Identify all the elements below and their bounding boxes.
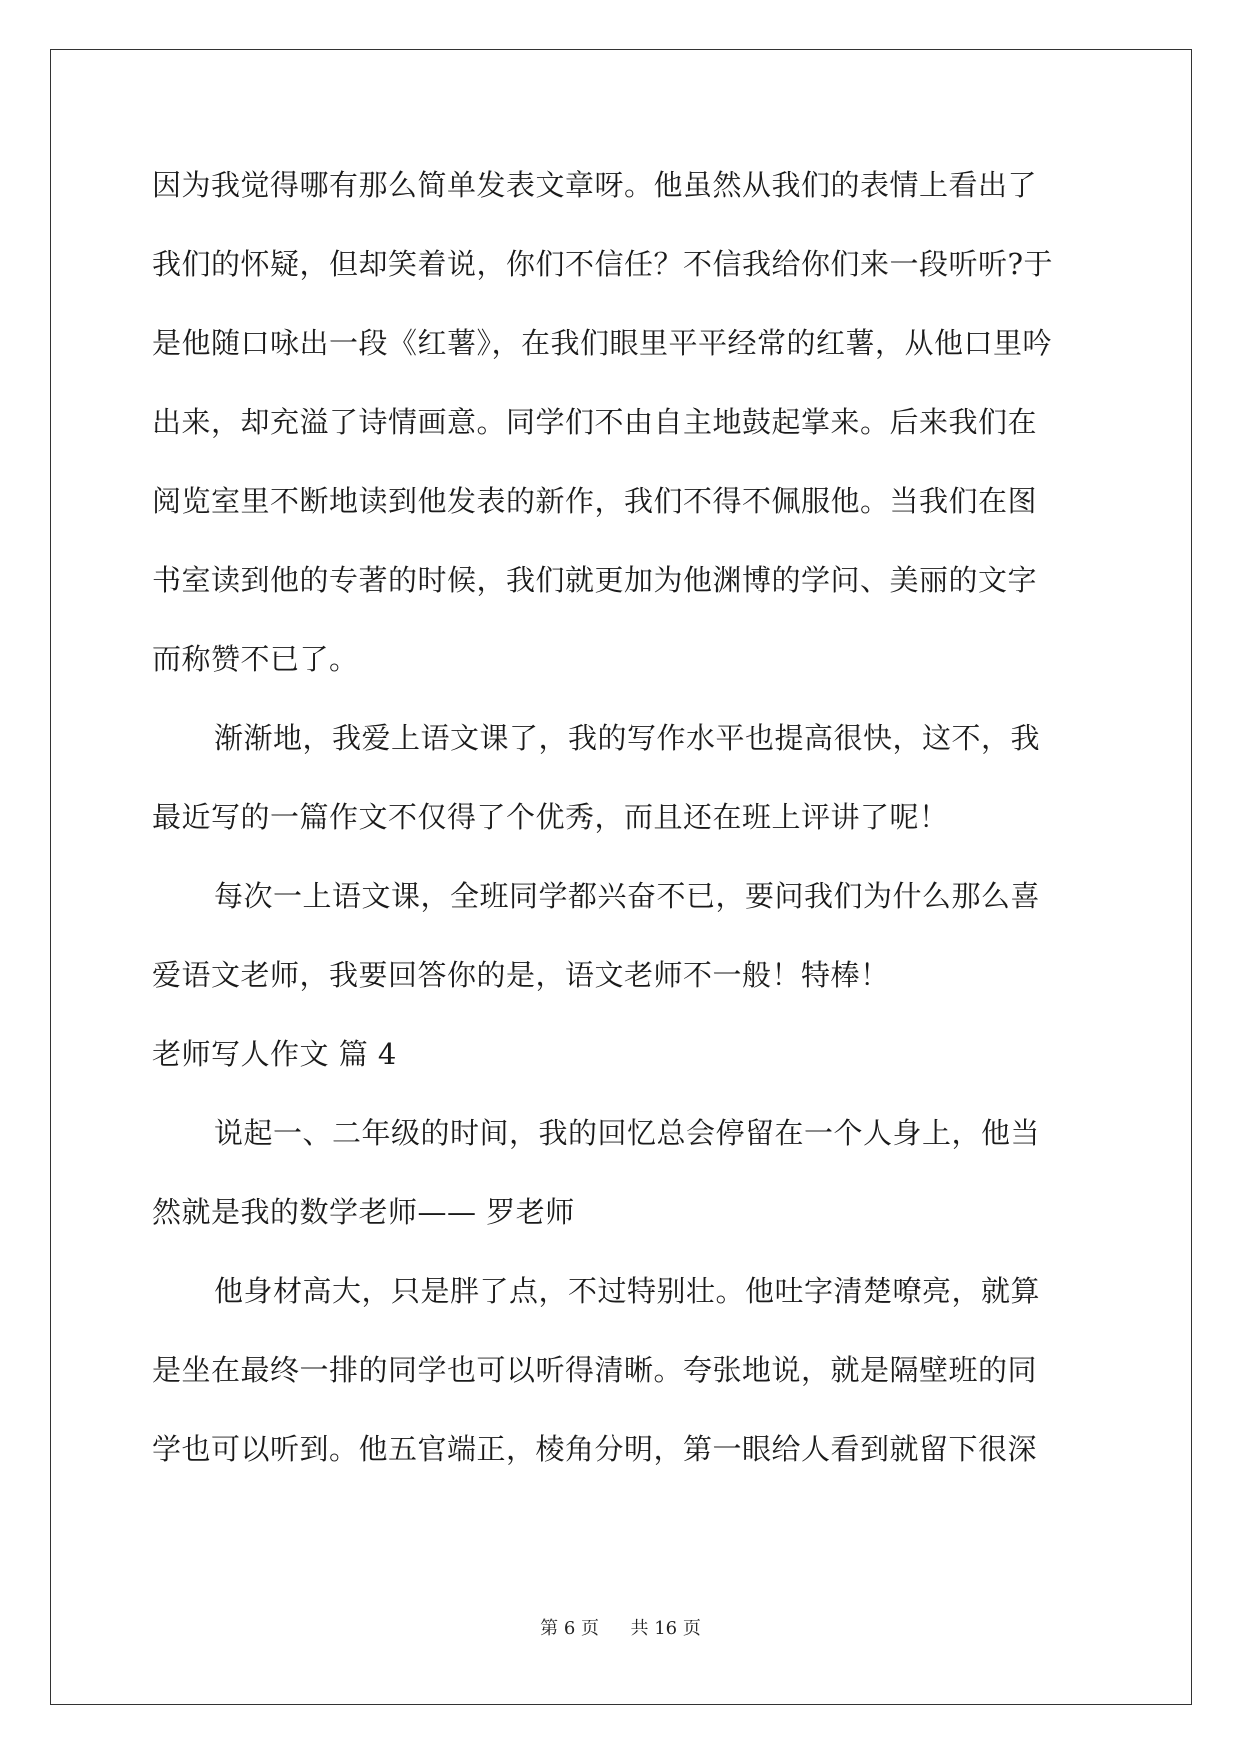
- section-heading: 老师写人作文 篇 4: [152, 1037, 397, 1071]
- text-line: 学也可以听到。他五官端正，棱角分明，第一眼给人看到就留下很深: [152, 1432, 1038, 1466]
- text-line: 因为我觉得哪有那么简单发表文章呀。他虽然从我们的表情上看出了: [152, 168, 1038, 202]
- page-total: 共 16 页: [630, 1618, 701, 1639]
- page-number: 第 6 页: [540, 1618, 600, 1639]
- text-line: 出来，却充溢了诗情画意。同学们不由自主地鼓起掌来。后来我们在: [152, 405, 1038, 439]
- paragraph-first-line: 每次一上语文课，全班同学都兴奋不已，要问我们为什么那么喜: [214, 879, 1041, 913]
- text-line: 而称赞不已了。: [152, 642, 359, 676]
- text-line: 阅览室里不断地读到他发表的新作，我们不得不佩服他。当我们在图: [152, 484, 1038, 518]
- paragraph-first-line: 渐渐地，我爱上语文课了，我的写作水平也提高很快，这不，我: [214, 721, 1041, 755]
- text-line: 然就是我的数学老师—— 罗老师: [152, 1195, 575, 1229]
- paragraph-first-line: 他身材高大，只是胖了点，不过特别壮。他吐字清楚嘹亮，就算: [214, 1274, 1041, 1308]
- text-line: 是坐在最终一排的同学也可以听得清晰。夸张地说，就是隔壁班的同: [152, 1353, 1038, 1387]
- text-line: 最近写的一篇作文不仅得了个优秀，而且还在班上评讲了呢！: [152, 800, 949, 834]
- page-footer: [0, 1617, 1241, 1641]
- text-line: 是他随口咏出一段《红薯》，在我们眼里平平经常的红薯，从他口里吟: [152, 326, 1053, 360]
- paragraph-first-line: 说起一、二年级的时间，我的回忆总会停留在一个人身上，他当: [214, 1116, 1041, 1150]
- text-line: 爱语文老师，我要回答你的是，语文老师不一般！特棒！: [152, 958, 890, 992]
- text-line: 我们的怀疑，但却笑着说，你们不信任？不信我给你们来一段听听?于: [152, 247, 1054, 281]
- text-line: 书室读到他的专著的时候，我们就更加为他渊博的学问、美丽的文字: [152, 563, 1038, 597]
